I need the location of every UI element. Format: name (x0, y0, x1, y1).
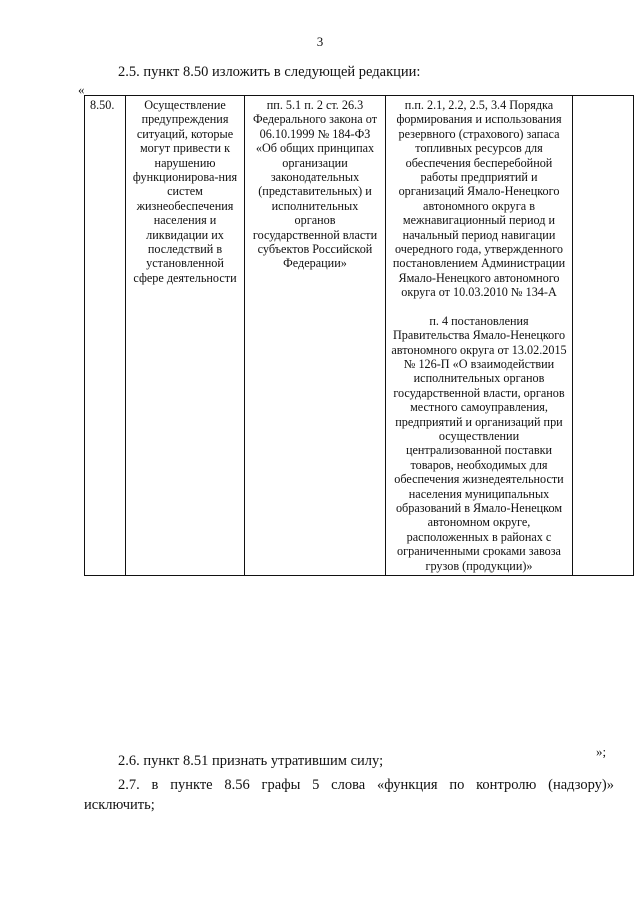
federal-law-cell: пп. 5.1 п. 2 ст. 26.3 Федерального закона от 06.10.1999 № 184-ФЗ «Об общих принципах организации законодательных (представительных) и исполнительных органов государственной власти субъектов Российской Федерации» (245, 96, 386, 576)
amendment-table (84, 95, 634, 576)
regional-act-1: п.п. 2.1, 2.2, 2.5, 3.4 Порядка формирования и использования резервного (страхового) запаса топливных ресурсов для обеспечения бесперебойной работы предприятий и организаций Ямало-Ненецкого автономного округа в межнавигационный период и начальный период навигации очередного года, утвержденного постановлением Администрации Ямало-Ненецкого автономного округа от 10.03.2010 № 134-А (392, 98, 566, 300)
open-quote-mark: « (78, 82, 85, 97)
regional-act-2: п. 4 постановления Правительства Ямало-Ненецкого автономного округа от 13.02.2015 № 126-П «О взаимодействии исполнительных органов государственной власти, органов местного самоуправления, предприятий и организаций при осуществлении централизованной поставки товаров, необходимых для обеспечения жизнедеятельности населения муниципальных образований в Ямало-Ненецком автономном округе, расположенных в районах с ограниченными сроками завоза грузов (продукции)» (391, 313, 567, 573)
function-name-cell: Осуществление предупреждения ситуаций, которые могут привести к нарушению функционирова-ния систем жизнеобеспечения населения и ликвидации их последствий в установленной сфере деятельности (126, 96, 245, 576)
paragraph-2-7-line2: исключить; (84, 797, 155, 813)
regional-acts-cell (386, 96, 573, 576)
intro-paragraph: 2.5. пункт 8.50 изложить в следующей редакции: (118, 64, 421, 80)
row-number-cell: 8.50. (85, 96, 126, 576)
table-row (85, 96, 634, 576)
paragraph-2-7-line1: 2.7. в пункте 8.56 графы 5 слова «функция по контролю (надзору)» (118, 777, 614, 793)
page-number: 3 (316, 34, 324, 49)
empty-column-cell (573, 96, 634, 576)
close-quote-mark: »; (596, 744, 607, 759)
paragraph-2-6: 2.6. пункт 8.51 признать утратившим силу; (118, 753, 384, 769)
